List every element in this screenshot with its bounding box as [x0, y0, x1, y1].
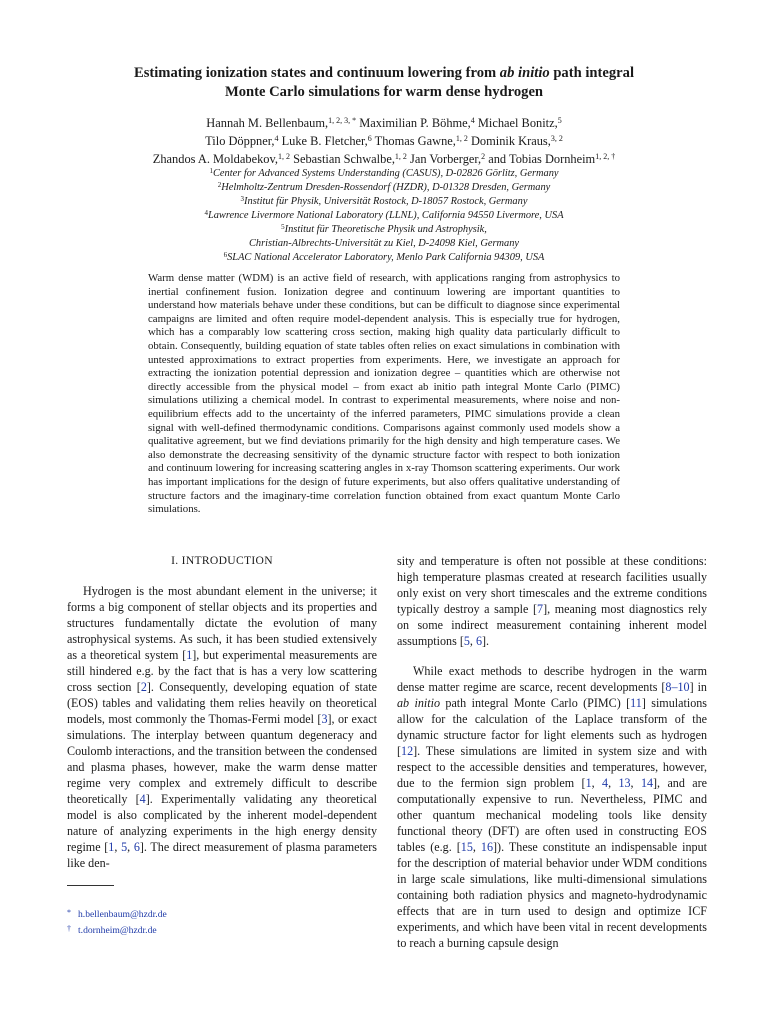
affiliation-line: [40, 181, 728, 195]
author-name-text: Zhandos A. Moldabekov,: [152, 152, 278, 166]
affiliation-text: Helmholtz-Zentrum Dresden-Rossendorf (HZDR), D-01328 Dresden, Germany: [221, 182, 551, 193]
author-name-text: Luke B. Fletcher,: [281, 134, 368, 148]
affiliation-mark: 6: [223, 251, 228, 259]
citation-link[interactable]: 4: [139, 792, 146, 806]
citation-link[interactable]: 8–10: [665, 680, 690, 694]
abstract: Warm dense matter (WDM) is an active field of research, with applications ranging from astrophysics to inertial confinement fusion. Ionization degree and continuum lowering are important quantities to understand how materials behave under these conditions, but can be difficult to diagnose since experimental campaigns are limited and often require model-dependent analysis. This is especially true for hydrogen, which has a comparably low scattering cross section, making high quality data particularly difficult to obtain. Consequently, building equation of state tables often relies on exact simulations in combination with untested approximations to extract properties from experiments. Here, we investigate an approach for extracting the ionization potential depression and ionization degree – quantities which are otherwise not directly accessible from the physical model – from exact ab initio path integral Monte Carlo (PIMC) simulations utilizing a chemical model. In contrast to experimental measurements, where noise and non-equilibrium effects add to the uncertainty of the inferred parameters, PIMC simulations provide a clean signal with well-defined thermodynamic conditions. Comparisons against commonly used models show a qualitative agreement, but we find deviations primarily for the high density and high temperature cases. We also demonstrate the decreasing sensitivity of the dynamic structure factor with respect to both ionization and continuum lowering for increasing scattering angles in x-ray Thomson scattering experiments. Our work has important implications for the design of future experiments, but also offers qualitative understanding of structure factors and the imaginary-time correlation function obtained from exact quantum Monte Carlo simulations.: [148, 272, 620, 516]
affiliation-line: [40, 251, 728, 265]
author-name: [478, 116, 562, 130]
affiliation-line: [40, 167, 728, 181]
author-name: [205, 134, 278, 148]
citation-link[interactable]: 2: [140, 680, 147, 694]
affiliation-list: [40, 167, 728, 265]
affiliation-text: SLAC National Accelerator Laboratory, Menlo Park California 94309, USA: [227, 252, 545, 263]
citation-link[interactable]: 12: [401, 744, 414, 758]
citation-link[interactable]: 6: [475, 634, 482, 648]
author-name-text: and Tobias Dornheim: [488, 152, 596, 166]
author-affil-mark: 4: [274, 134, 279, 143]
citation-link[interactable]: 4: [602, 776, 609, 790]
author-affil-mark: 6: [367, 134, 372, 143]
section-heading-introduction: I. INTRODUCTION: [171, 554, 273, 567]
author-affil-mark: 2: [481, 152, 486, 161]
author-name-text: Sebastian Schwalbe,: [293, 152, 395, 166]
affiliation-text: Christian-Albrechts-Universität zu Kiel, D-24098 Kiel, Germany: [248, 238, 520, 249]
author-affil-mark: 1, 2, †: [595, 152, 616, 161]
affiliation-mark: 4: [204, 209, 208, 217]
author-name-text: Thomas Gawne,: [374, 134, 456, 148]
author-name: [471, 134, 563, 148]
affiliation-mark: 2: [217, 181, 222, 189]
footnote-line: [67, 906, 367, 922]
author-name-text: Tilo Döppner,: [205, 134, 275, 148]
author-name: [293, 152, 407, 166]
author-name-text: Michael Bonitz,: [477, 116, 558, 130]
affiliation-line: [40, 223, 728, 237]
footnote-mark: *: [67, 908, 71, 917]
author-name: [375, 134, 468, 148]
paper-title: Estimating ionization states and continuum lowering from ab initio path integral Monte Carlo simulations for warm dense hydrogen: [133, 65, 634, 100]
author-name: [359, 116, 475, 130]
intro-paragraph-1-continued: sity and temperature is often not possible at these conditions: high temperature plasmas created at research facilities usually only exist on very short timescales and the extreme conditions typically destroy a sample [7], meaning most diagnostics rely on some indirect measurement containing inherent model assumptions [5, 6].: [397, 554, 707, 648]
right-column: [397, 553, 707, 951]
footnote-mark: †: [67, 923, 71, 933]
email-link[interactable]: h.bellenbaum@hzdr.de: [78, 909, 167, 920]
author-name-text: Hannah M. Bellenbaum,: [206, 116, 329, 130]
author-name-text: Dominik Kraus,: [470, 134, 551, 148]
affiliation-text: Institut für Physik, Universität Rostock, D-18057 Rostock, Germany: [244, 196, 528, 207]
affiliation-mark: 3: [240, 195, 245, 203]
intro-paragraph-1: Hydrogen is the most abundant element in the universe; it forms a big component of stellar objects and its properties and structures fundamentally dictate the evolution of many astrophysical systems. As such, it has been studied extensively as a theoretical system [1], but experimental measurements are still hindered e.g. by the fact that is has a very low scattering cross section [2]. Consequently, developing equation of state (EOS) tables and validating them relies heavily on theoretical models, most commonly the Thomas-Fermi model [3], or exact simulations. The interplay between quantum degeneracy and Coulomb interactions, and the transition between the condensed and plasma phases, however, make the warm dense matter regime very complex and extremely difficult to describe theoretically [4]. Experimentally validating any theoretical model is also complicated by the inherent model-dependent nature of analyzing experiments in the high energy density regime [1, 5, 6]. The direct measurement of plasma parameters like den-: [67, 584, 378, 870]
author-name: [282, 134, 372, 148]
italic-text: ab initio: [397, 696, 441, 710]
affiliation-line: [40, 209, 728, 223]
citation-link[interactable]: 6: [133, 840, 140, 854]
affiliation-text: Lawrence Livermore National Laboratory (LLNL), California 94550 Livermore, USA: [207, 210, 564, 221]
author-name: [488, 152, 615, 166]
citation-link[interactable]: 16: [480, 840, 494, 854]
affiliation-mark: 5: [281, 223, 285, 231]
citation-link[interactable]: 1: [108, 840, 115, 854]
author-name: [153, 152, 290, 166]
author-name: [206, 116, 356, 130]
author-affil-mark: 4: [470, 116, 475, 125]
author-affil-mark: 5: [557, 116, 562, 125]
citation-link[interactable]: 3: [321, 712, 328, 726]
citation-link[interactable]: 15: [460, 840, 473, 854]
citation-link[interactable]: 1: [186, 648, 193, 662]
affiliation-text: Center for Advanced Systems Understanding (CASUS), D-02826 Görlitz, Germany: [212, 168, 559, 179]
citation-link[interactable]: 13: [618, 776, 631, 790]
author-name: [410, 152, 485, 166]
citation-link[interactable]: 5: [121, 840, 128, 854]
author-affil-mark: 1, 2: [394, 152, 407, 161]
author-name-text: Maximilian P. Böhme,: [359, 116, 471, 130]
affiliation-line: [40, 237, 728, 251]
author-list: [40, 114, 728, 168]
author-name-text: Jan Vorberger,: [410, 152, 482, 166]
affiliation-line: [40, 195, 728, 209]
author-affil-mark: 1, 2: [277, 152, 290, 161]
footnote-line: [67, 922, 367, 938]
intro-paragraph-2: While exact methods to describe hydrogen in the warm dense matter regime are scarce, recent developments [8–10] in ab initio path integral Monte Carlo (PIMC) [11] simulations allow for the calculation of the Laplace transform of the dynamic structure factor for light elements such as hydrogen [12]. These simulations are limited in system size and with respect to the accessible densities and temperatures, however, due to the fermion sign problem [1, 4, 13, 14], and are computationally expensive to run. Nevertheless, PIMC and other quantum mechanical modeling tools like density functional theory (DFT) are often used in constructing EOS tables (e.g. [15, 16]). These constitute an indispensable input for the description of material behavior under WDM conditions in large scale simulations, like multi-dimensional simulations containing both radiation physics and magneto-hydrodynamic effects that are in turn used to design and optimize ICF experiments, and which have been vital in recent developments to reach a burning capsule design: [397, 664, 708, 950]
footnote-rule: [67, 885, 114, 886]
author-affil-mark: 1, 2: [455, 134, 468, 143]
citation-link[interactable]: 14: [640, 776, 654, 790]
author-affil-mark: 1, 2, 3, *: [328, 116, 357, 125]
affiliation-mark: 1: [209, 167, 213, 175]
citation-link[interactable]: 11: [630, 696, 642, 710]
affiliation-text: Institut für Theoretische Physik und Astrophysik,: [284, 224, 487, 235]
author-affil-mark: 3, 2: [550, 134, 563, 143]
citation-link[interactable]: 5: [463, 634, 470, 648]
left-column: [67, 553, 377, 871]
citation-link[interactable]: 7: [537, 602, 544, 616]
footnotes: [67, 906, 367, 937]
citation-link[interactable]: 1: [585, 776, 592, 790]
email-link[interactable]: t.dornheim@hzdr.de: [78, 924, 157, 936]
